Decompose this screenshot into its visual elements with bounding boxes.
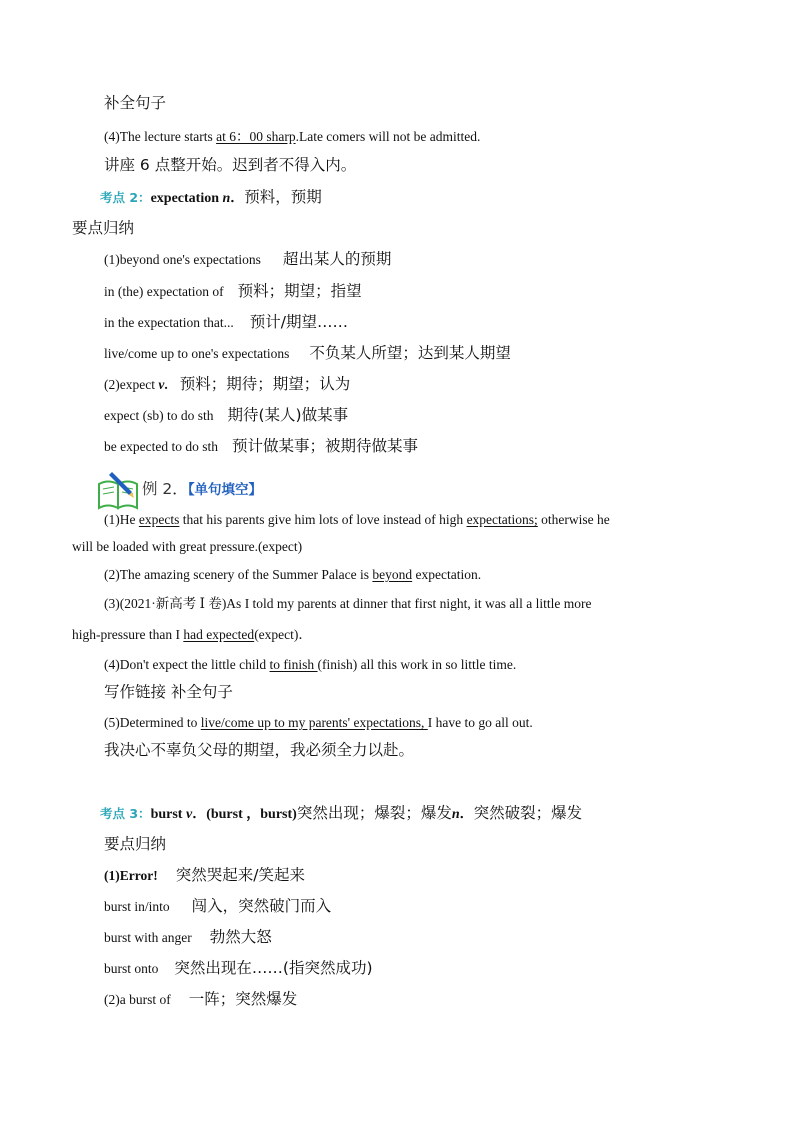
phrase-line: (1)Error! 突然哭起来/笑起来	[104, 866, 305, 884]
question-1-cont: will be loaded with great pressure.(expect)	[72, 539, 303, 554]
sentence-4: (4)The lecture starts at 6：00 sharp.Late comers will not be admitted.	[104, 129, 481, 144]
answer-blank: at 6：00 sharp	[216, 129, 296, 144]
summary-heading: 要点归纳	[104, 835, 167, 853]
expect-heading: (2)expect v. 预料；期待；期望；认为	[104, 375, 351, 393]
section-heading: 补全句子	[104, 94, 167, 112]
answer-blank: expects	[138, 512, 180, 527]
phrase-line: burst onto 突然出现在……(指突然成功)	[104, 959, 373, 977]
kaodian-tag: 考点 2：	[100, 190, 151, 205]
translation: 讲座 6 点整开始。迟到者不得入内。	[104, 156, 357, 174]
question-3-cont: high-pressure than I had expected(expect)．	[72, 627, 312, 642]
phrase-line: in (the) expectation of 预料；期望；指望	[104, 282, 362, 300]
question-3: (3)(2021·新高考 Ⅰ 卷)As I told my parents at dinner that first night, it was all a little more	[104, 596, 592, 611]
phrase-line: (2)a burst of 一阵；突然爆发	[104, 990, 298, 1008]
phrase-line: (1)beyond one's expectations 超出某人的预期	[104, 250, 392, 268]
phrase-line: in the expectation that... 预计/期望……	[104, 313, 348, 331]
question-1: (1)He expects that his parents give him lots of love instead of high expectations; otherwise he	[104, 512, 610, 527]
example-2-title: 例 2．【单句填空】	[142, 480, 263, 498]
question-5: (5)Determined to live/come up to my parents' expectations, I have to go all out.	[104, 715, 533, 730]
kaodian-2-title: 考点 2：expectation n．预料，预期	[100, 188, 322, 206]
phrase-line: burst with anger 勃然大怒	[104, 928, 272, 946]
question-type: 【单句填空】	[187, 482, 263, 498]
book-pen-icon	[96, 470, 142, 510]
summary-heading: 要点归纳	[72, 219, 135, 237]
kaodian-tag: 考点 3：	[100, 806, 151, 821]
error-text: (1)Error!	[104, 868, 158, 883]
phrase-line: live/come up to one's expectations 不负某人所望；达到某人期望	[104, 344, 511, 362]
writing-link: 写作链接 补全句子	[104, 683, 233, 701]
phrase-line: expect (sb) to do sth 期待(某人)做某事	[104, 406, 349, 424]
question-4: (4)Don't expect the little child to finish (finish) all this work in so little time.	[104, 657, 517, 672]
answer-blank: live/come up to my parents' expectations,	[200, 715, 428, 730]
kaodian-3-title: 考点 3：burst v．(burst ，burst)突然出现；爆裂；爆发n．突然破裂；爆发	[100, 804, 583, 822]
answer-blank: to finish	[269, 657, 318, 672]
answer-blank: had expected	[183, 627, 255, 642]
question-2: (2)The amazing scenery of the Summer Palace is beyond expectation.	[104, 567, 482, 582]
answer-blank: beyond	[372, 567, 413, 582]
phrase-line: burst in/into 闯入，突然破门而入	[104, 897, 332, 915]
translation: 我决心不辜负父母的期望，我必须全力以赴。	[104, 741, 415, 759]
answer-blank: expectations;	[466, 512, 538, 527]
phrase-line: be expected to do sth 预计做某事；被期待做某事	[104, 437, 418, 455]
